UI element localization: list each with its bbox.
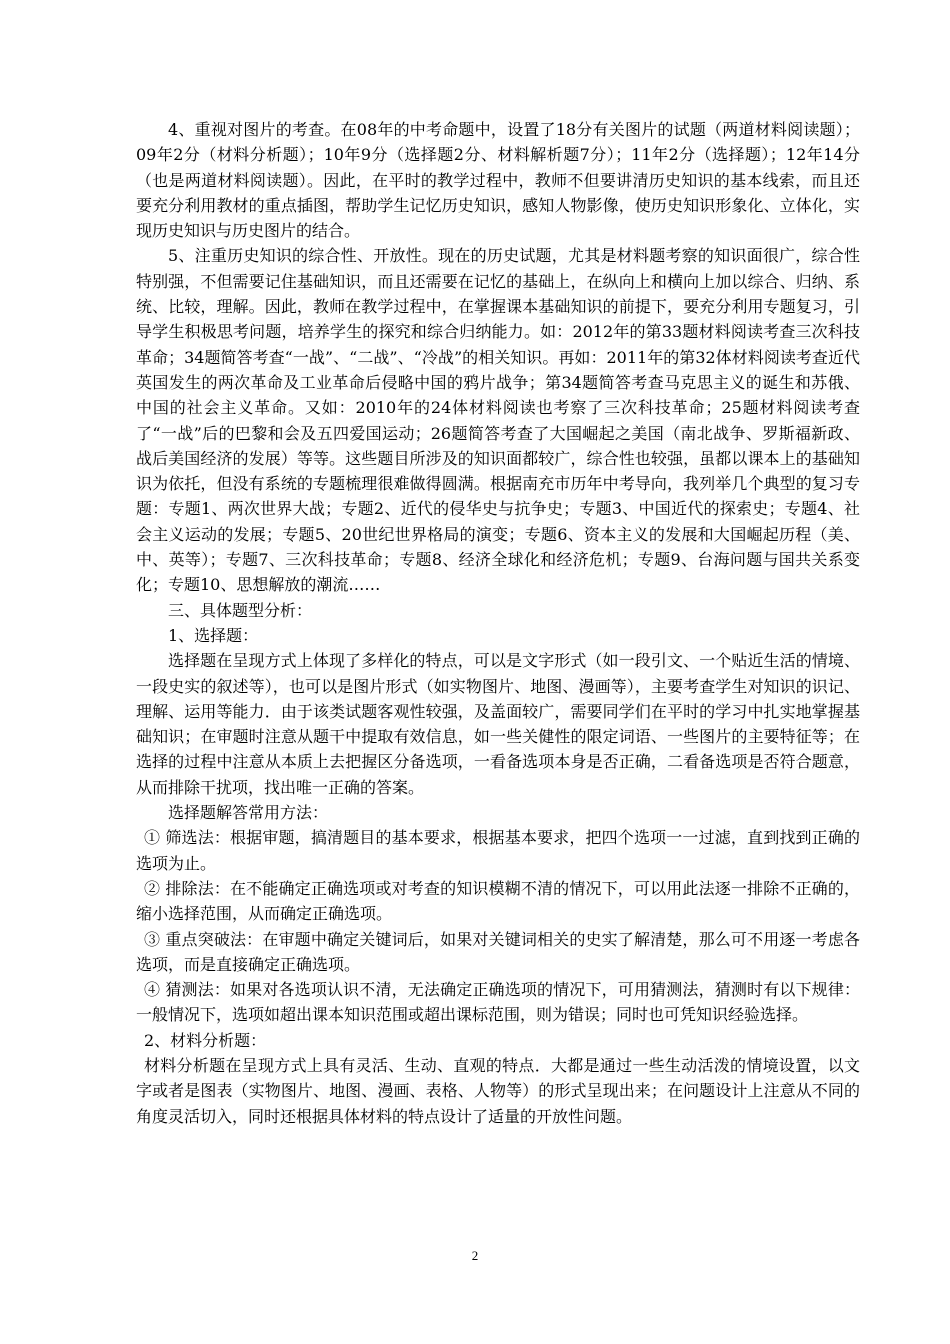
subheading-multiple-choice: 1、选择题： bbox=[168, 625, 259, 645]
method-guessing: ④ 猜测法：如果对各选项认识不清，无法确定正确选项的情况下，可用猜测法，猜测时有以下规律：一般情况下，选项如超出课本知识范围或超出课标范围，则为错误；同时也可凭知识经验选择。 bbox=[136, 980, 860, 1025]
paragraph-image-importance: 4、重视对图片的考查。在08年的中考命题中，设置了18分有关图片的试题（两道材料阅读题）；09年2分（材料分析题）；10年9分（选择题2分、材料解析题7分）；11年2分（选择题）；12年14分（也是两道材料阅读题）。因此，在平时的教学过程中，教师不但要讲清历史知识的基本线索，而且还要充分利用教材的重点插图，帮助学生记忆历史知识，感知人物影像，使历史知识形象化、立体化，实现历史知识与历史图片的结合。 bbox=[136, 120, 860, 241]
paragraph-multiple-choice: 选择题在呈现方式上体现了多样化的特点，可以是文字形式（如一段引文、一个贴近生活的情境、一段史实的叙述等），也可以是图片形式（如实物图片、地图、漫画等），主要考查学生对知识的识记、理解、运用等能力．由于该类试题客观性较强，及盖面较广，需要同学们在平时的学习中扎实地掌握基础知识；在审题时注意从题干中提取有效信息，如一些关健性的限定词语、一些图片的主要特征等；在选择的过程中注意从本质上去把握区分备选项，一看备选项本身是否正确，二看备选项是否符合题意，从而排除干扰项，找出唯一正确的答案。 bbox=[136, 651, 860, 797]
section-heading-question-types: 三、具体题型分析： bbox=[168, 600, 313, 620]
method-keypoint: ③ 重点突破法：在审题中确定关键词后，如果对关键词相关的史实了解清楚，那么可不用逐一考虑各选项，而是直接确定正确选项。 bbox=[136, 929, 860, 974]
method-elimination: ② 排除法：在不能确定正确选项或对考查的知识模糊不清的情况下，可以用此法逐一排除不正确的，缩小选择范围，从而确定正确选项。 bbox=[136, 878, 860, 924]
page-number: 2 bbox=[471, 1248, 479, 1263]
subheading-material-analysis: 2、材料分析题： bbox=[144, 1030, 267, 1050]
method-screening: ① 筛选法：根据审题，搞清题目的基本要求，根据基本要求，把四个选项一一过滤，直到找到正确的选项为止。 bbox=[136, 828, 860, 873]
paragraph-comprehensive: 5、注重历史知识的综合性、开放性。现在的历史试题，尤其是材料题考察的知识面很广，综合性特别强，不但需要记住基础知识，而且还需要在记忆的基础上，在纵向上和横向上加以综合、归纳、系统、比较，理解。因此，教师在教学过程中，在掌握课本基础知识的前提下，要充分利用专题复习，引导学生积极思考问题，培养学生的探究和综合归纳能力。如：2012年的第33题材料阅读考查三次科技革命；34题简答考查“一战”、“二战”、“冷战”的相关知识。再如：2011年的第32体材料阅读考查近代英国发生的两次革命及工业革命后侵略中国的鸦片战争；第34题简答考查马克思主义的诞生和苏俄、中国的社会主义革命。又如：2010年的24体材料阅读也考察了三次科技革命；25题材料阅读考查了“一战”后的巴黎和会及五四爱国运动；26题简答考查了大国崛起之美国（南北战争、罗斯福新政、战后美国经济的发展）等等。这些题目所涉及的知识面都较广，综合性也较强，虽都以课本上的基础知识为依托，但没有系统的专题梳理很难做得圆满。根据南充市历年中考导向，我列举几个典型的复习专题：专题1、两次世界大战；专题2、近代的侵华史与抗争史；专题3、中国近代的探索史；专题4、社会主义运动的发展；专题5、20世纪世界格局的演变；专题6、资本主义的发展和大国崛起历程（美、中、英等）；专题7、三次科技革命；专题8、经济全球化和经济危机；专题9、台海问题与国共关系变化；专题10、思想解放的潮流…… bbox=[136, 246, 860, 595]
subheading-methods: 选择题解答常用方法： bbox=[168, 803, 329, 823]
paragraph-material-analysis: 材料分析题在呈现方式上具有灵活、生动、直观的特点．大都是通过一些生动活泼的情境设置，以文字或者是图表（实物图片、地图、漫画、表格、人物等）的形式呈现出来；在问题设计上注意从不同的角度灵活切入，同时还根据具体材料的特点设计了适量的开放性问题。 bbox=[136, 1055, 860, 1126]
body-text bbox=[136, 117, 860, 1129]
